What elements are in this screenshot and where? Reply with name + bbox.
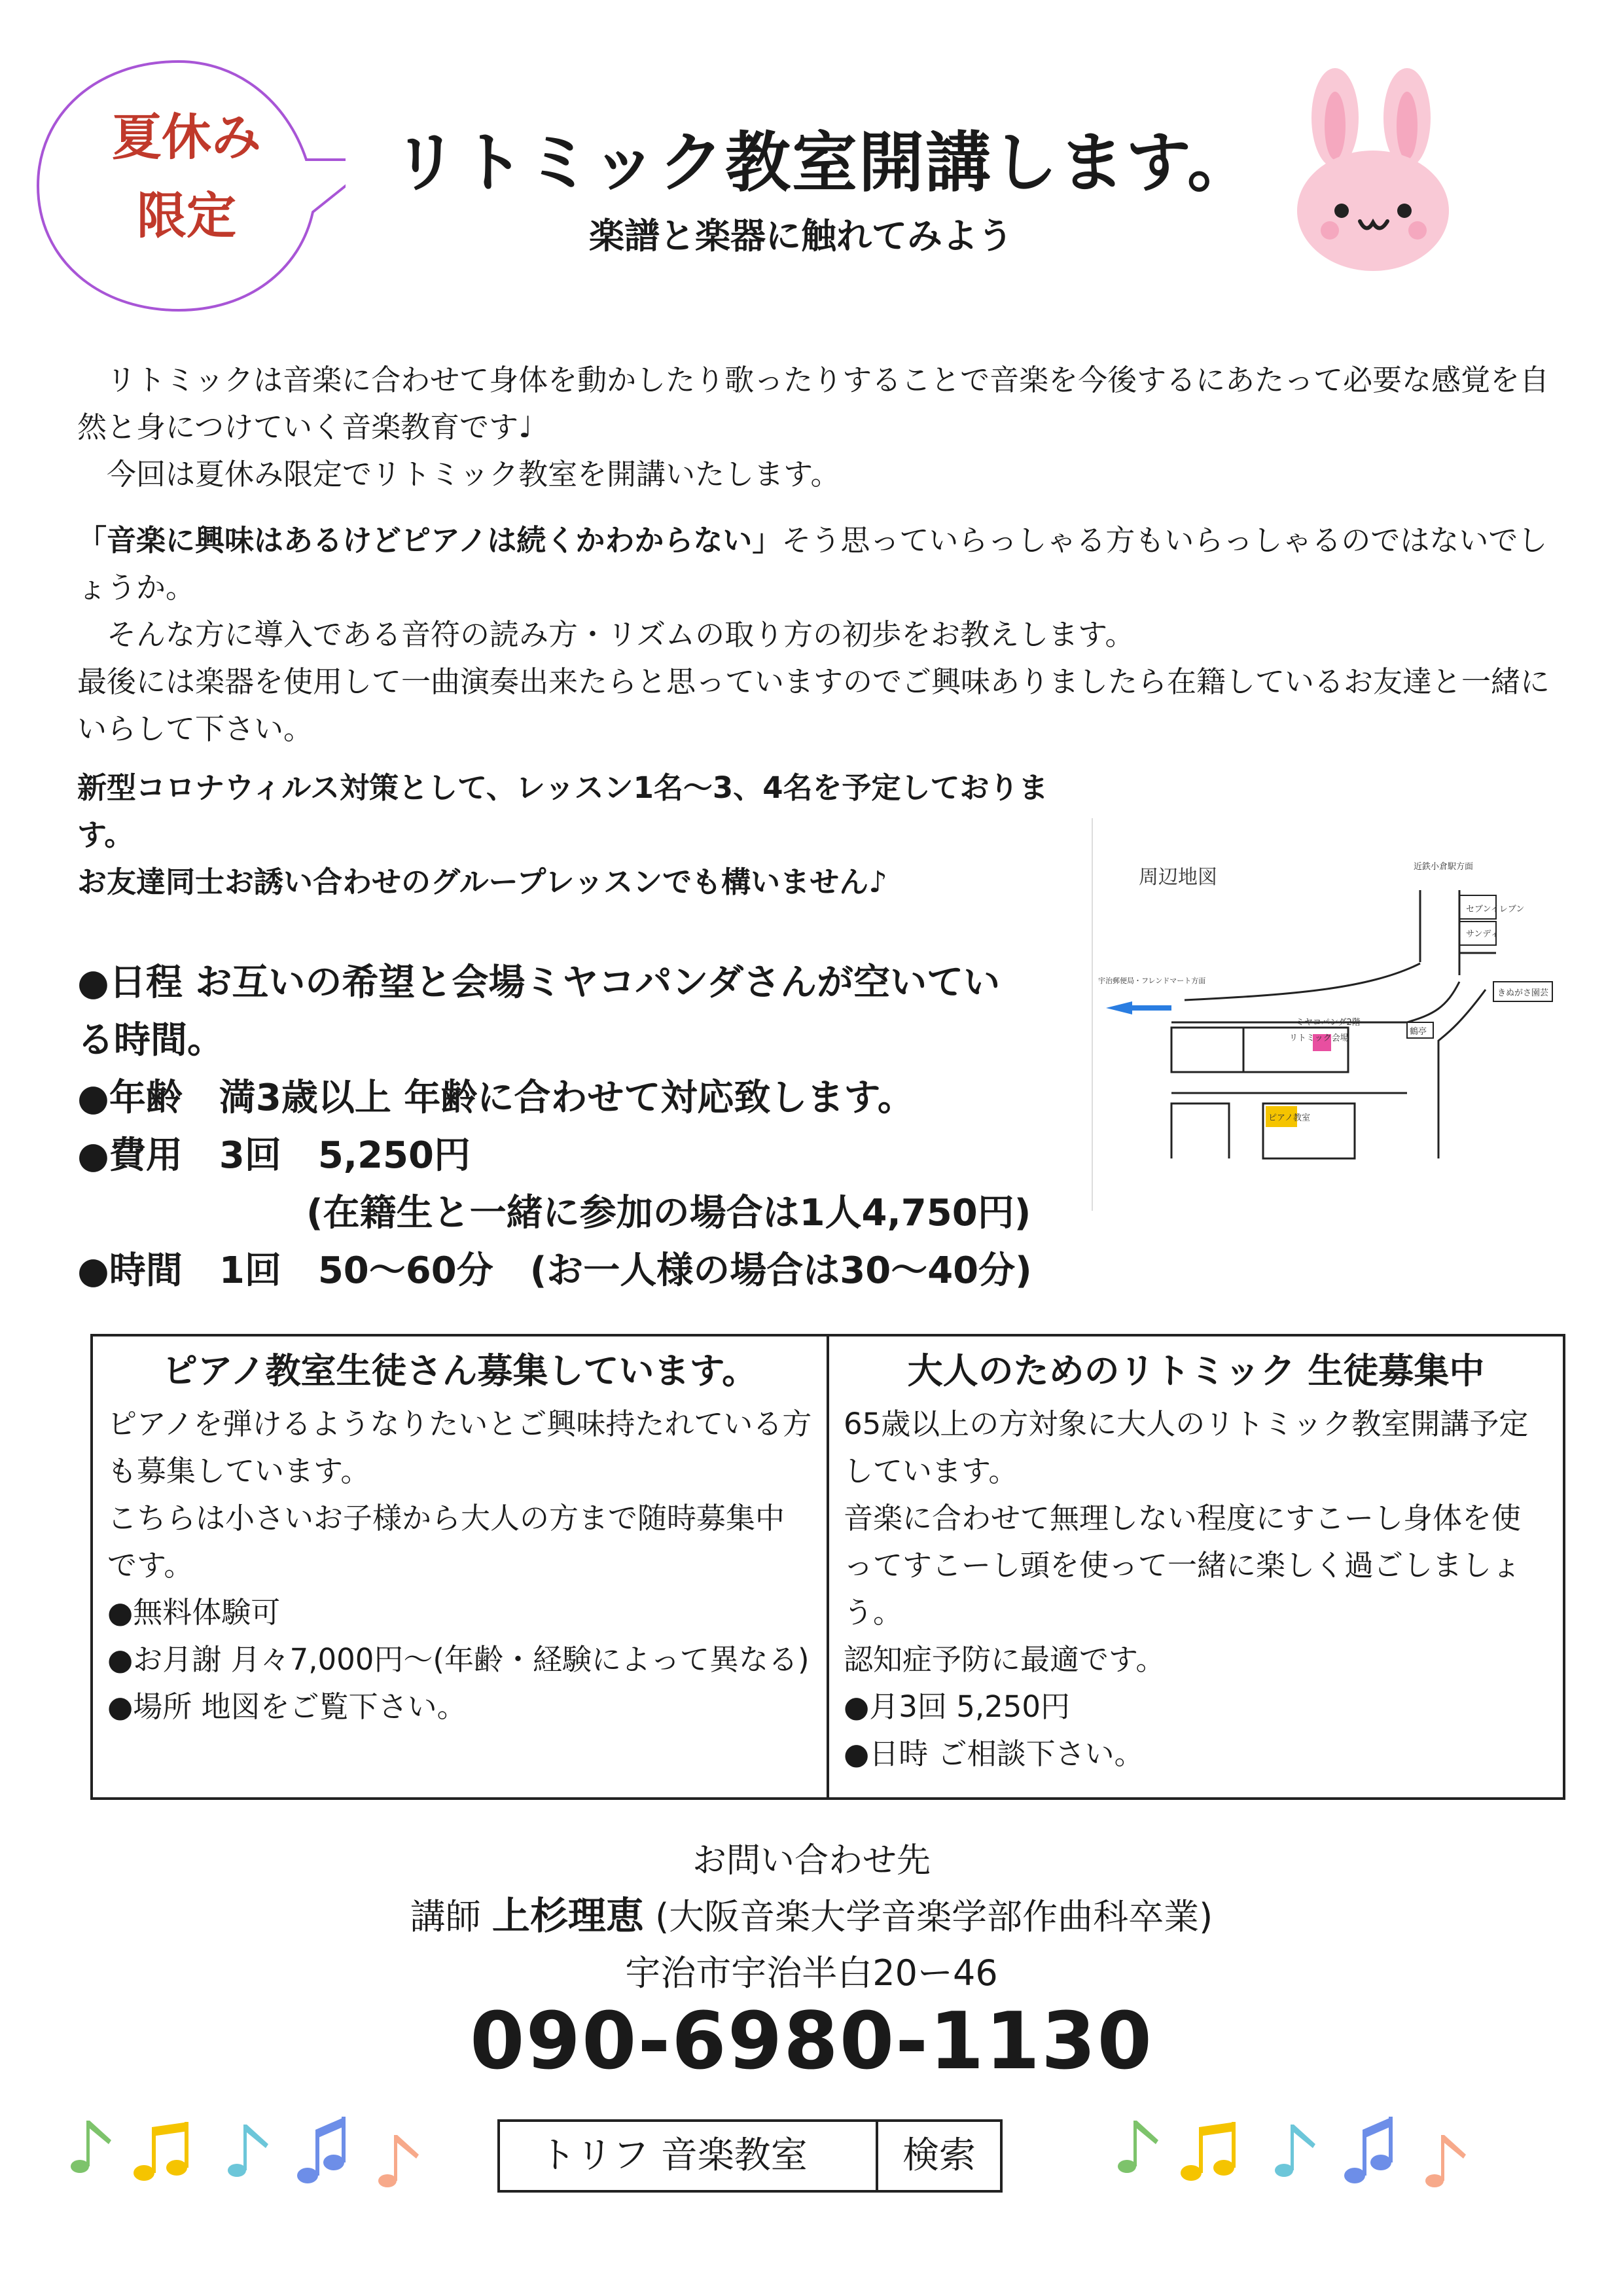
piano-recruit-line: ピアノを弾けるようなりたいとご興味持たれている方も募集しています。 — [107, 1407, 812, 1488]
piano-recruit-box — [93, 1336, 827, 1797]
adult-rhythmic-line: 音楽に合わせて無理しない程度にすこーし身体を使ってすこーし頭を使って一緒に楽しく過ごしましょう。 — [844, 1501, 1522, 1630]
search-input[interactable]: トリフ 音楽教室 — [500, 2122, 878, 2190]
detail-time: ●時間 1回 50〜60分 (お一人様の場合は30〜40分) — [77, 1249, 1032, 1292]
map-panda-label: ミヤコパンダ2階 — [1296, 1018, 1361, 1028]
adult-rhythmic-line: ●日時 ご相談下さい。 — [844, 1736, 1144, 1771]
bubble-line-2: 限定 — [137, 187, 236, 245]
bubble-label — [98, 98, 275, 255]
detail-age: ●年齢 満3歳以上 年齢に合わせて対応致します。 — [77, 1077, 914, 1119]
intro-paragraph-3 — [77, 517, 1556, 611]
detail-schedule-2: る時間。 — [77, 1019, 224, 1062]
adult-rhythmic-box — [827, 1336, 1563, 1797]
covid-line-2: お友達同士お誘い合わせのグループレッスンでも構いません♪ — [77, 865, 887, 899]
intro-question — [77, 517, 1556, 753]
intro-paragraph-1: リトミックは音楽に合わせて身体を動かしたり歌ったりすることで音楽を今後するにあたって必要な感覚を自然と身につけていく音楽教育です♩ — [77, 363, 1550, 444]
map-piano-label: ピアノ教室 — [1268, 1113, 1310, 1123]
covid-notice — [77, 764, 1072, 906]
piano-recruit-line: ●お月謝 月々7,000円〜(年齢・経験によって異なる) — [107, 1642, 810, 1677]
page-subtitle: 楽譜と楽器に触れてみよう — [589, 215, 1013, 257]
area-map — [1092, 818, 1564, 1211]
covid-line-1: 新型コロナウィルス対策として、レッスン1名〜3、4名を予定しております。 — [77, 770, 1048, 852]
adult-rhythmic-line: 認知症予防に最適です。 — [844, 1642, 1166, 1677]
adult-rhythmic-line: ●月3回 5,250円 — [844, 1689, 1071, 1724]
map-venue-label: リトミック会場 — [1289, 1033, 1349, 1043]
map-station-label: 近鉄小倉駅方面 — [1414, 862, 1474, 872]
map-kinugasa-label: きぬがさ園芸 — [1497, 988, 1549, 998]
detail-fee-note: (在籍生と一緒に参加の場合は1人4,750円) — [306, 1192, 1031, 1234]
intro-paragraph-5: 最後には楽器を使用して一曲演奏出来たらと思っていますのでご興味ありましたら在籍しているお友達と一緒にいらして下さい。 — [77, 664, 1550, 746]
adult-rhythmic-title: 大人のためのリトミック 生徒募集中 — [907, 1350, 1485, 1391]
intro-quote-rest: そう思っていらっしゃる方もいらっしゃるのではないでしょうか。 — [77, 523, 1548, 605]
contact-heading: お問い合わせ先 — [692, 1841, 931, 1880]
search-bar — [497, 2119, 1003, 2193]
info-boxes — [90, 1334, 1565, 1800]
detail-fee: ●費用 3回 5,250円 — [77, 1134, 471, 1177]
map-post-label: 宇治郵便局・フレンドマート方面 — [1098, 977, 1206, 985]
intro-text — [77, 357, 1556, 498]
adult-rhythmic-line: 65歳以上の方対象に大人のリトミック教室開講予定しています。 — [844, 1407, 1529, 1488]
bubble-line-1: 夏休み — [112, 108, 261, 166]
piano-recruit-line: こちらは小さいお子様から大人の方まで随時募集中です。 — [107, 1501, 785, 1583]
search-button[interactable]: 検索 — [902, 2134, 976, 2177]
intro-paragraph-4: そんな方に導入である音符の読み方・リズムの取り方の初歩をお教えします。 — [77, 617, 1135, 652]
piano-recruit-line: ●場所 地図をご覧下さい。 — [107, 1689, 467, 1724]
detail-schedule-1: ●日程 お互いの希望と会場ミヤコパンダさんが空いてい — [77, 961, 1001, 1004]
map-seven-label: セブンイレブン — [1466, 905, 1525, 914]
music-notes-icon — [1113, 2094, 1479, 2199]
rabbit-icon — [1289, 65, 1459, 275]
teacher-label: 講師 — [410, 1896, 481, 1937]
map-sunday-label: サンディ — [1466, 929, 1499, 939]
map-tsuru-label: 鶴亭 — [1410, 1027, 1427, 1037]
intro-quote: 「音楽に興味はあるけどピアノは続くかわからない」 — [77, 523, 782, 558]
music-notes-icon — [65, 2094, 432, 2199]
piano-recruit-title: ピアノ教室生徒さん募集しています。 — [162, 1350, 758, 1391]
teacher-name: 上杉理恵 — [491, 1893, 644, 1938]
page-title: リトミック教室開講します。 — [393, 124, 1254, 201]
phone-number[interactable]: 090-6980-1130 — [469, 1996, 1154, 2087]
teacher-info — [0, 1885, 1623, 1940]
piano-recruit-line: ●無料体験可 — [107, 1595, 281, 1630]
intro-paragraph-2: 今回は夏休み限定でリトミック教室を開講いたします。 — [77, 457, 840, 492]
map-title: 周辺地図 — [1139, 866, 1217, 889]
lesson-details — [77, 954, 1098, 1300]
address: 宇治市宇治半白20ー46 — [625, 1952, 998, 1994]
teacher-bio: (大阪音楽大学音楽学部作曲科卒業) — [655, 1896, 1213, 1937]
